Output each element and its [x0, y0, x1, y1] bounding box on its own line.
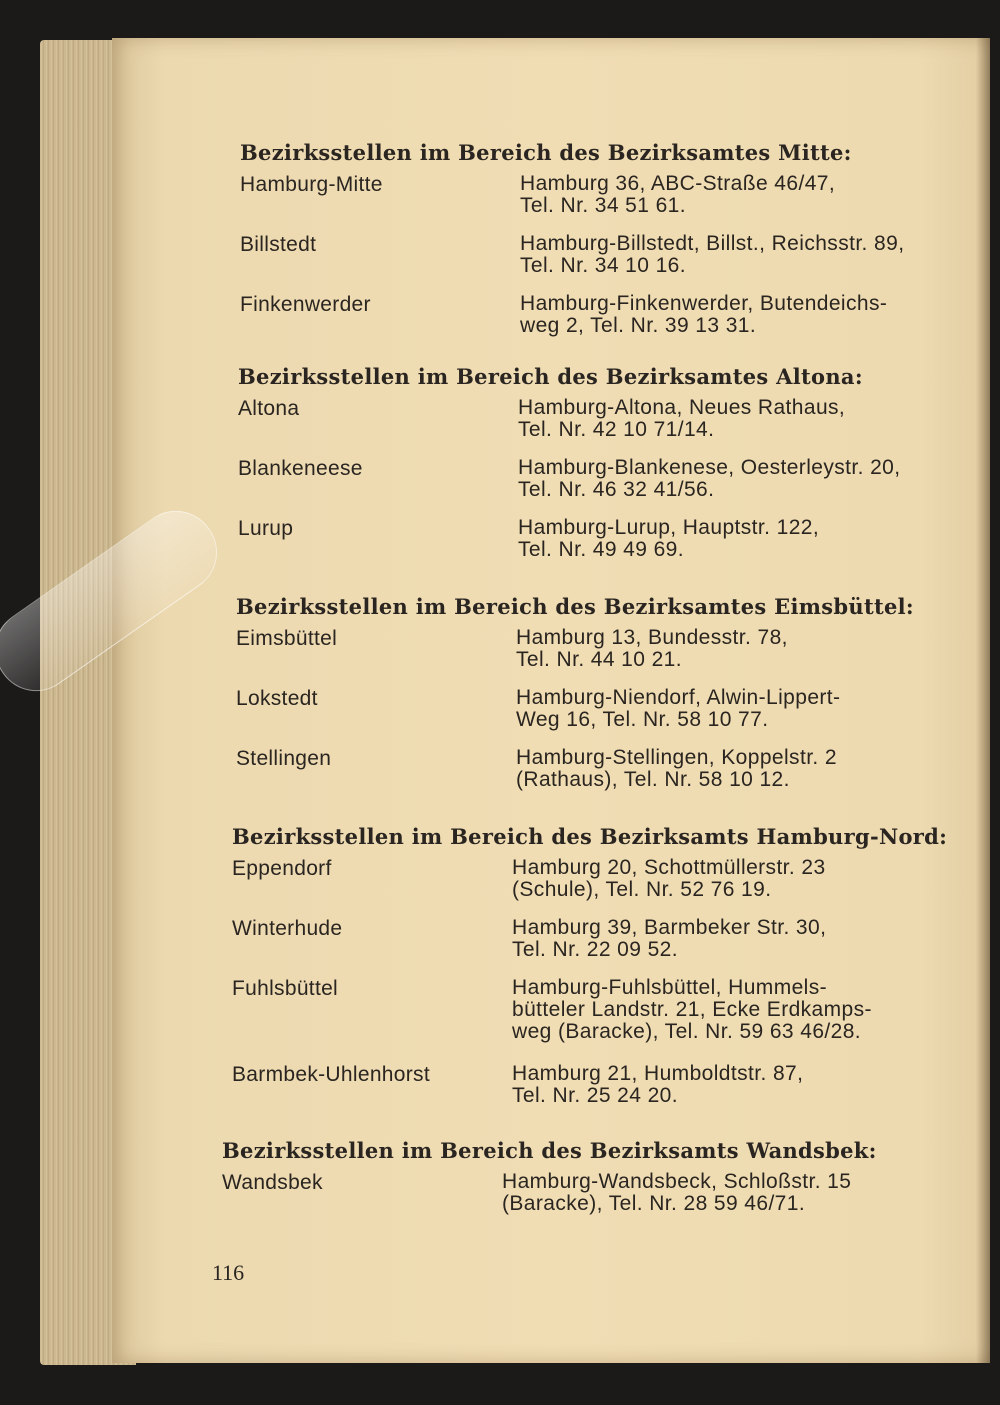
address-line: Hamburg-Billstedt, Billst., Reichsstr. 89, [520, 232, 905, 255]
book-page [112, 38, 990, 1363]
address-line: Hamburg-Fuhlsbüttel, Hummels- [512, 976, 828, 999]
address [518, 517, 948, 561]
entry-row [240, 233, 1000, 293]
entry-row [222, 1171, 1000, 1231]
place-name: Fuhlsbüttel [232, 977, 339, 1000]
address [518, 457, 948, 501]
entry-row [240, 173, 1000, 233]
section-altona [238, 364, 1000, 577]
address-line: (Schule), Tel. Nr. 52 76 19. [512, 878, 772, 901]
address-line: Tel. Nr. 46 32 41/56. [518, 478, 715, 501]
address-line: Hamburg 13, Bundesstr. 78, [516, 626, 788, 649]
address-line: Hamburg 36, ABC-Straße 46/47, [520, 172, 836, 195]
address-line: Hamburg-Altona, Neues Rathaus, [518, 396, 846, 419]
address [518, 397, 948, 441]
address [516, 747, 946, 791]
entry-row [238, 517, 1000, 577]
place-name: Billstedt [240, 233, 317, 256]
entry-row [238, 457, 1000, 517]
section-heading: Bezirksstellen im Bereich des Bezirksamts Hamburg-Nord: [232, 824, 948, 849]
place-name: Lurup [238, 517, 294, 540]
address [512, 977, 942, 1043]
address-line: Tel. Nr. 34 10 16. [520, 254, 686, 277]
address [512, 917, 942, 961]
place-name: Hamburg-Mitte [240, 173, 383, 196]
address-line: (Rathaus), Tel. Nr. 58 10 12. [516, 768, 790, 791]
place-name: Barmbek-Uhlenhorst [232, 1063, 430, 1086]
entry-row [232, 977, 1000, 1063]
address-line: Tel. Nr. 22 09 52. [512, 938, 678, 961]
section-wandsbek [222, 1138, 1000, 1231]
entry-row [232, 917, 1000, 977]
entry-row [236, 687, 1000, 747]
place-name: Wandsbek [222, 1171, 323, 1194]
address-line: Hamburg-Niendorf, Alwin-Lippert- [516, 686, 841, 709]
address-line: Tel. Nr. 44 10 21. [516, 648, 682, 671]
section-heading: Bezirksstellen im Bereich des Bezirksamtes Altona: [238, 364, 863, 389]
place-name: Winterhude [232, 917, 343, 940]
address-line: Hamburg-Wandsbeck, Schloßstr. 15 [502, 1170, 852, 1193]
address [520, 233, 950, 277]
entry-row [238, 397, 1000, 457]
section-eimsbuettel [236, 594, 1000, 807]
address-line: Hamburg-Blankenese, Oesterleystr. 20, [518, 456, 901, 479]
address-line: weg 2, Tel. Nr. 39 13 31. [520, 314, 757, 337]
entry-row [236, 747, 1000, 807]
address-line: Hamburg 20, Schottmüllerstr. 23 [512, 856, 826, 879]
place-name: Eppendorf [232, 857, 332, 880]
address-line: Tel. Nr. 49 49 69. [518, 538, 684, 561]
section-heading: Bezirksstellen im Bereich des Bezirksamtes Mitte: [240, 140, 852, 165]
address [520, 293, 950, 337]
address [516, 687, 946, 731]
address-line: Tel. Nr. 42 10 71/14. [518, 418, 715, 441]
address-line: Weg 16, Tel. Nr. 58 10 77. [516, 708, 769, 731]
place-name: Stellingen [236, 747, 332, 770]
entry-row [232, 1063, 1000, 1123]
address-line: Hamburg-Lurup, Hauptstr. 122, [518, 516, 820, 539]
address [502, 1171, 932, 1215]
entry-row [232, 857, 1000, 917]
page-content [112, 38, 990, 1363]
address-line: Hamburg 21, Humboldtstr. 87, [512, 1062, 804, 1085]
address-line: Hamburg-Stellingen, Koppelstr. 2 [516, 746, 837, 769]
address [512, 1063, 942, 1107]
address-line: Hamburg-Finkenwerder, Butendeichs- [520, 292, 888, 315]
address [516, 627, 946, 671]
address-line: bütteler Landstr. 21, Ecke Erdkamps- [512, 998, 872, 1021]
address [520, 173, 950, 217]
address-line: Tel. Nr. 34 51 61. [520, 194, 686, 217]
address-line: weg (Baracke), Tel. Nr. 59 63 46/28. [512, 1020, 862, 1043]
section-heading: Bezirksstellen im Bereich des Bezirksamts Wandsbek: [222, 1138, 877, 1163]
entry-row [236, 627, 1000, 687]
section-heading: Bezirksstellen im Bereich des Bezirksamtes Eimsbüttel: [236, 594, 914, 619]
place-name: Eimsbüttel [236, 627, 338, 650]
address-line: (Baracke), Tel. Nr. 28 59 46/71. [502, 1192, 806, 1215]
page-number: 116 [212, 1260, 245, 1285]
place-name: Blankeneese [238, 457, 363, 480]
entry-row [240, 293, 1000, 353]
place-name: Finkenwerder [240, 293, 371, 316]
place-name: Altona [238, 397, 300, 420]
address-line: Hamburg 39, Barmbeker Str. 30, [512, 916, 827, 939]
section-mitte [240, 140, 1000, 353]
address [512, 857, 942, 901]
place-name: Lokstedt [236, 687, 318, 710]
section-hamburg-nord [232, 824, 1000, 1123]
address-line: Tel. Nr. 25 24 20. [512, 1084, 678, 1107]
